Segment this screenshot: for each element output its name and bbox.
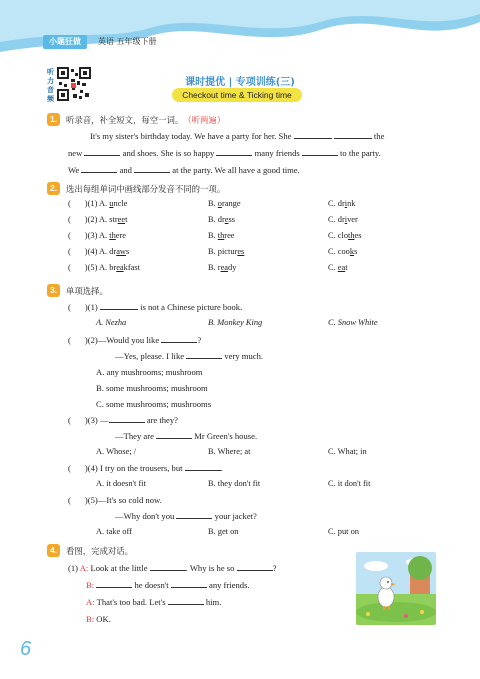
section-instruction: 单项选择。 <box>66 285 108 296</box>
section-instruction: 看图，完成对话。 <box>66 545 133 556</box>
section-number: 1. <box>47 113 60 126</box>
answer-blank[interactable] <box>334 131 372 139</box>
answer-blank[interactable] <box>109 415 145 423</box>
section-4-heading <box>47 544 133 557</box>
option-a[interactable]: A. take off <box>96 527 132 536</box>
answer-blank[interactable] <box>216 148 252 156</box>
section-number: 4. <box>47 544 60 557</box>
option-c[interactable]: C. clothes <box>328 231 362 240</box>
option-c[interactable]: C. drink <box>328 199 356 208</box>
question-3-2-reply: —Yes, please. I like very much. <box>115 351 264 361</box>
option-b[interactable]: B. three <box>208 231 235 240</box>
option-b[interactable]: B. Monkey King <box>208 318 263 327</box>
option-b[interactable]: B. get on <box>208 527 239 536</box>
question-3-2: ( )(2)—Would you like ? <box>68 335 202 345</box>
answer-blank[interactable] <box>100 302 138 310</box>
option-c[interactable]: C. put on <box>328 527 359 536</box>
option-b[interactable]: B. dress <box>208 215 235 224</box>
option-a[interactable]: A. breakfast <box>99 263 140 272</box>
section-instruction: 选出每组单词中画线部分发音不同的一项。 <box>66 183 226 194</box>
option-b[interactable]: B. Where; at <box>208 447 251 456</box>
option-c[interactable]: C. some mushrooms; mushrooms <box>96 399 212 409</box>
dialogue-line-2: B: he doesn't any friends. <box>86 580 250 590</box>
question-3-5-reply: —Why don't you your jacket? <box>115 511 257 521</box>
answer-blank[interactable] <box>156 431 192 439</box>
section-note: （听两遍） <box>183 114 226 125</box>
option-c[interactable]: C. What; in <box>328 447 367 456</box>
option-a[interactable]: A. any mushrooms; mushroom <box>96 367 203 377</box>
section-number: 3. <box>47 284 60 297</box>
answer-blank[interactable] <box>134 165 170 173</box>
option-a[interactable]: A. there <box>99 231 126 240</box>
question-3-5: ( )(5)—It's so cold now. <box>68 495 162 505</box>
page-number: 6 <box>20 638 32 660</box>
section-1-heading <box>47 113 225 126</box>
question-3-1: ( )(1) is not a Chinese picture book. <box>68 302 243 312</box>
option-a[interactable]: A. Whose; / <box>96 447 137 456</box>
question-3-3-reply: —They are Mr Green's house. <box>115 431 258 441</box>
option-c[interactable]: C. it don't fit <box>328 479 371 488</box>
lesson-title: 课时提优 | 专项训练(三) <box>185 77 295 88</box>
option-c[interactable]: C. cooks <box>328 247 358 256</box>
answer-blank[interactable] <box>176 511 212 519</box>
option-a[interactable]: A. Nezha <box>96 318 127 327</box>
option-c[interactable]: C. driver <box>328 215 358 224</box>
option-b[interactable]: B. they don't fit <box>208 479 261 488</box>
option-c[interactable]: C. Snow White <box>328 318 378 327</box>
answer-blank[interactable] <box>294 131 332 139</box>
answer-blank[interactable] <box>150 563 186 571</box>
section-instruction: 听录音，补全短文，每空一词。 <box>66 114 184 125</box>
option-a[interactable]: A. street <box>99 215 128 224</box>
option-b[interactable]: B. some mushrooms; mushroom <box>96 383 208 393</box>
answer-blank[interactable] <box>186 351 222 359</box>
lonely-duck-illustration <box>356 552 436 625</box>
dialogue-line-1: (1) A: Look at the little . Why is he so ? <box>68 563 277 573</box>
option-b[interactable]: B. ready <box>208 263 237 272</box>
answer-blank[interactable] <box>96 580 132 588</box>
section-number: 2. <box>47 182 60 195</box>
answer-blank[interactable] <box>302 148 338 156</box>
dialogue-line-4: B: OK. <box>86 614 111 624</box>
section-3-heading <box>47 284 108 297</box>
passage-line-3: We and at the party. We all have a good time. <box>68 165 300 175</box>
answer-blank[interactable] <box>84 148 120 156</box>
listen-audio-label: 听力音频 <box>47 68 54 103</box>
option-c[interactable]: C. eat <box>328 263 348 272</box>
subject-label: 英语 五年级下册 <box>98 37 157 46</box>
book-series-tag: 小题狂做 <box>43 35 87 49</box>
passage-line-2: new and shoes. She is so happy many friends to the party. <box>68 148 381 158</box>
answer-blank[interactable] <box>81 165 117 173</box>
lesson-subtitle: Checkout time & Ticking time <box>172 88 302 102</box>
option-b[interactable]: B. orange <box>208 199 241 208</box>
section-2-heading <box>47 182 225 195</box>
option-b[interactable]: B. pictures <box>208 247 245 256</box>
passage-line-1: It's my sister's birthday today. We have a party for her. She the <box>90 131 385 141</box>
answer-blank[interactable] <box>161 335 197 343</box>
option-a[interactable]: A. draws <box>99 247 130 256</box>
question-3-4: ( )(4) I try on the trousers, but . <box>68 463 223 473</box>
option-a[interactable]: A. it doesn't fit <box>96 479 146 488</box>
answer-blank[interactable] <box>237 563 273 571</box>
answer-blank[interactable] <box>185 463 221 471</box>
dialogue-line-3: A: That's too bad. Let's him. <box>86 597 222 607</box>
answer-blank[interactable] <box>168 597 204 605</box>
answer-blank[interactable] <box>171 580 207 588</box>
option-a[interactable]: A. uncle <box>99 199 128 208</box>
question-3-3: ( )(3) — are they? <box>68 415 178 425</box>
